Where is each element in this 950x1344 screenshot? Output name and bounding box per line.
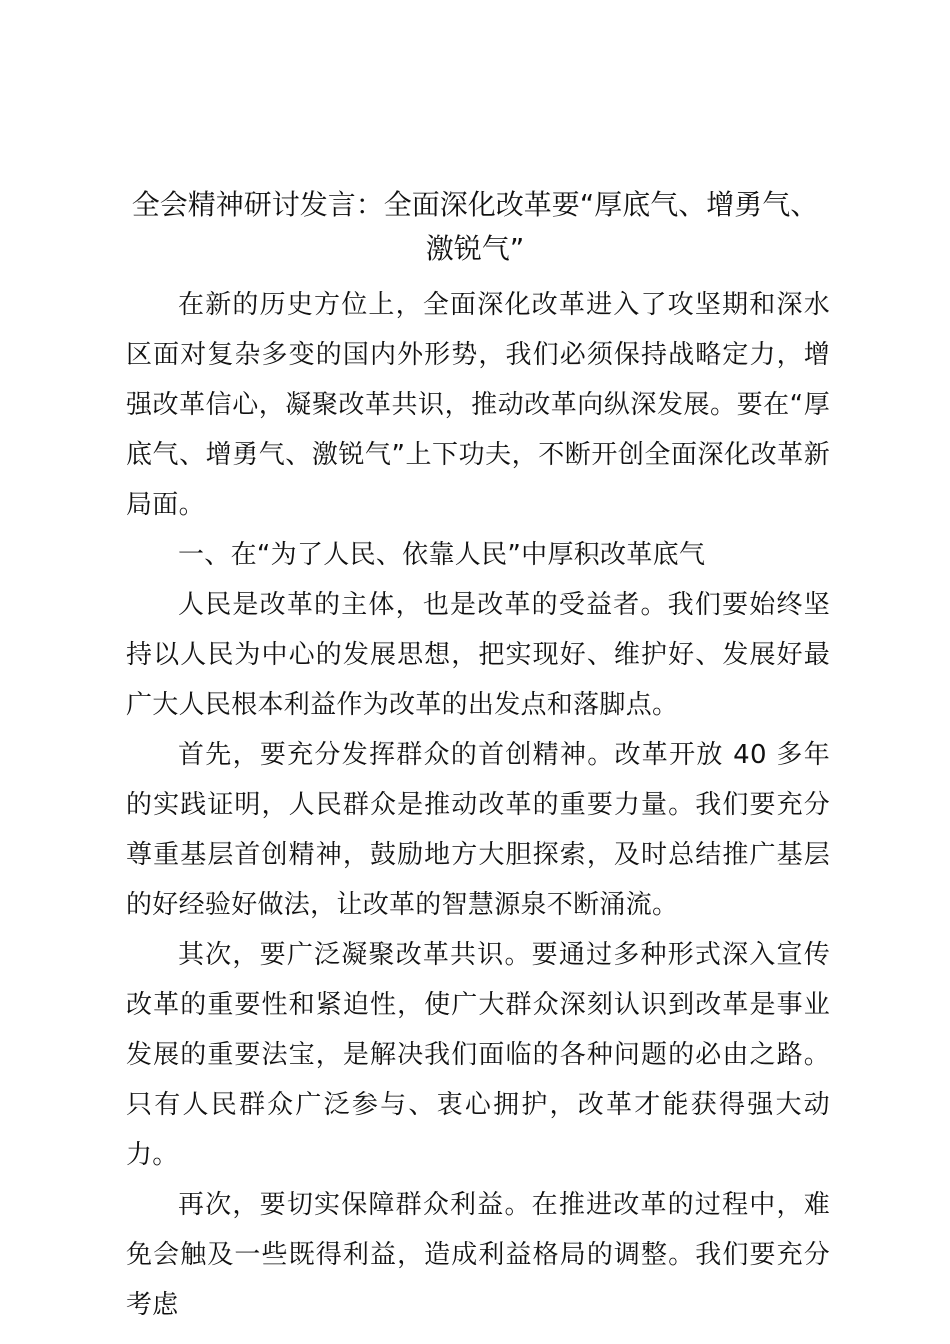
body-paragraph-second: 其次，要广泛凝聚改革共识。要通过多种形式深入宣传改革的重要性和紧迫性，使广大群众深刻认识到改革是事业发展的重要法宝，是解决我们面临的各种问题的必由之路。只有人民群众广泛参与、衷心拥护，改革才能获得强大动力。 <box>126 940 830 1170</box>
body-paragraph-people: 人民是改革的主体，也是改革的受益者。我们要始终坚持以人民为中心的发展思想，把实现好、维护好、发展好最广大人民根本利益作为改革的出发点和落脚点。 <box>126 590 830 720</box>
body-paragraph-third: 再次，要切实保障群众利益。在推进改革的过程中，难免会触及一些既得利益，造成利益格局的调整。我们要充分考虑 <box>126 1190 830 1320</box>
document-body <box>126 280 830 1330</box>
document-title: 全会精神研讨发言：全面深化改革要“厚底气、增勇气、激锐气” <box>131 188 819 265</box>
section-heading-1: 一、在“为了人民、依靠人民”中厚积改革底气 <box>178 540 706 570</box>
body-paragraph-first: 首先，要充分发挥群众的首创精神。改革开放 40 多年的实践证明，人民群众是推动改革的重要力量。我们要充分尊重基层首创精神，鼓励地方大胆探索，及时总结推广基层的好经验好做法，让改革的智慧源泉不断涌流。 <box>126 740 830 920</box>
body-paragraph-intro: 在新的历史方位上，全面深化改革进入了攻坚期和深水区面对复杂多变的国内外形势，我们必须保持战略定力，增强改革信心，凝聚改革共识，推动改革向纵深发展。要在“厚底气、增勇气、激锐气”上下功夫，不断开创全面深化改革新局面。 <box>126 290 830 520</box>
